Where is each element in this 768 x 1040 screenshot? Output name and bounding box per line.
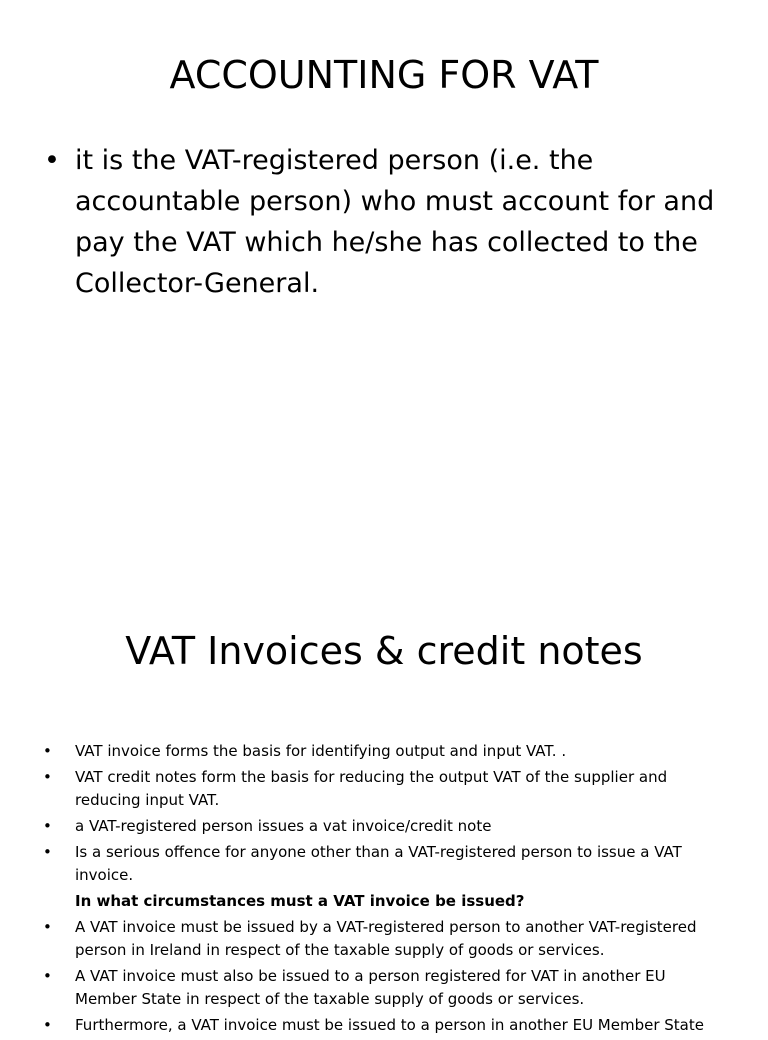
bullet-icon: • xyxy=(44,145,60,176)
bullet-list xyxy=(44,140,734,304)
slide-title: ACCOUNTING FOR VAT xyxy=(169,53,599,97)
list-item xyxy=(43,841,723,887)
slide-vat-invoices-credit-notes xyxy=(0,576,768,1034)
bullet-icon: • xyxy=(43,918,52,936)
bullet-icon: • xyxy=(43,817,52,835)
list-item xyxy=(43,815,723,838)
slide-title: VAT Invoices & credit notes xyxy=(125,629,643,673)
bullet-icon: • xyxy=(43,1016,52,1034)
bullet-text: In what circumstances must a VAT invoice be issued? xyxy=(75,892,525,910)
bullet-icon: • xyxy=(43,768,52,786)
bullet-text: a VAT-registered person issues a vat invoice/credit note xyxy=(75,817,492,835)
bullet-text: A VAT invoice must also be issued to a person registered for VAT in another EU Member State in respect of the taxable supply of goods or services. xyxy=(75,967,666,1008)
list-item xyxy=(44,140,734,304)
bullet-text: Furthermore, a VAT invoice must be issued to a person in another EU Member State xyxy=(75,1016,704,1034)
bullet-text: A VAT invoice must be issued by a VAT-registered person to another VAT-registered person in Ireland in respect of the taxable supply of goods or services. xyxy=(75,918,697,959)
bullet-text: Is a serious offence for anyone other than a VAT-registered person to issue a VAT invoice. xyxy=(75,843,682,884)
bullet-list xyxy=(43,740,723,1040)
list-item xyxy=(43,766,723,812)
list-item xyxy=(43,916,723,962)
bullet-icon: • xyxy=(43,843,52,861)
list-item xyxy=(43,740,723,763)
bullet-text: it is the VAT-registered person (i.e. the accountable person) who must account for and pay the VAT which he/she has collected to the Collector-General. xyxy=(75,145,715,299)
list-item xyxy=(43,1014,723,1037)
bullet-icon: • xyxy=(43,742,52,760)
list-item-heading xyxy=(43,890,723,913)
bullet-text: VAT credit notes form the basis for reducing the output VAT of the supplier and reducing input VAT. xyxy=(75,768,668,809)
bullet-text: VAT invoice forms the basis for identifying output and input VAT. . xyxy=(75,742,567,760)
bullet-icon: • xyxy=(43,967,52,985)
list-item xyxy=(43,965,723,1011)
